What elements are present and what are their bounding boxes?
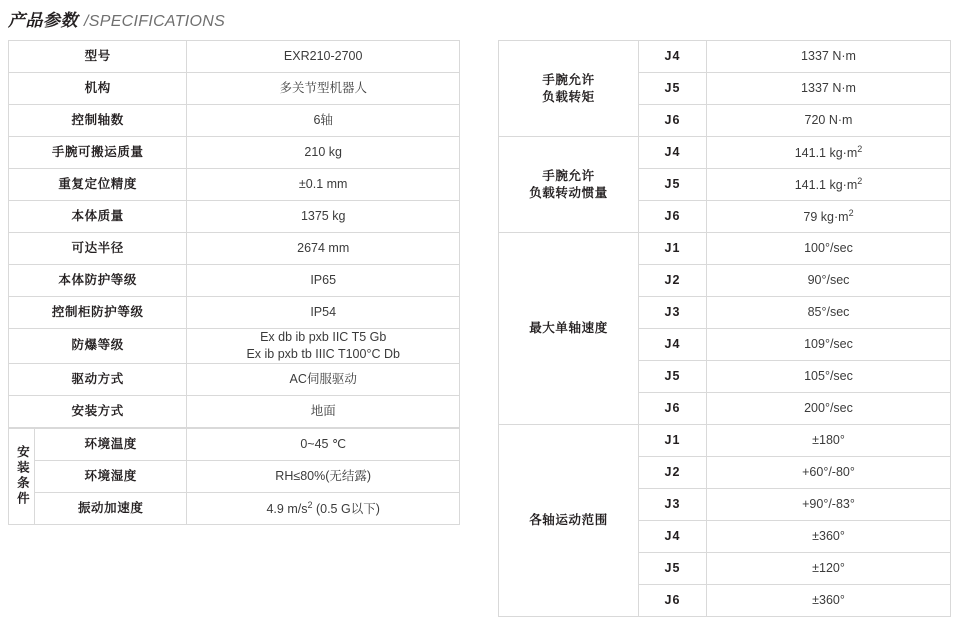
joint-label: J2 bbox=[639, 265, 707, 297]
joint-label: J1 bbox=[639, 425, 707, 457]
row-label: 型号 bbox=[9, 41, 187, 73]
row-value: AC伺服驱动 bbox=[187, 363, 460, 395]
page-header bbox=[0, 6, 959, 40]
joint-label: J6 bbox=[639, 105, 707, 137]
row-label: 机构 bbox=[9, 73, 187, 105]
table-row bbox=[9, 492, 460, 524]
row-label: 驱动方式 bbox=[9, 363, 187, 395]
row-value: 90°/sec bbox=[707, 265, 951, 297]
row-value: IP65 bbox=[187, 265, 460, 297]
row-value: 109°/sec bbox=[707, 329, 951, 361]
vibration-value-prefix: 4.9 m/s bbox=[266, 501, 308, 516]
group-label-motion-range: 各轴运动范围 bbox=[499, 425, 639, 617]
row-value: 6轴 bbox=[187, 105, 460, 137]
row-value: ±360° bbox=[707, 585, 951, 617]
table-row bbox=[9, 233, 460, 265]
row-value bbox=[187, 492, 460, 524]
page-title: 产品参数 bbox=[8, 11, 78, 30]
right-spec-table-wrapper bbox=[498, 40, 951, 617]
table-row bbox=[9, 73, 460, 105]
table-row bbox=[9, 265, 460, 297]
group-label-line-2: 负载转动惯量 bbox=[529, 185, 608, 200]
joint-label: J5 bbox=[639, 73, 707, 105]
row-label: 安装方式 bbox=[9, 395, 187, 427]
left-spec-table bbox=[8, 40, 460, 428]
group-label-wrist-torque bbox=[499, 41, 639, 137]
joint-label: J3 bbox=[639, 297, 707, 329]
row-value: 1375 kg bbox=[187, 201, 460, 233]
install-conditions-vertical-text: 安装条件 bbox=[15, 445, 30, 508]
table-row bbox=[499, 233, 951, 265]
joint-label: J4 bbox=[639, 521, 707, 553]
row-label: 环境温度 bbox=[35, 428, 187, 460]
joint-label: J2 bbox=[639, 457, 707, 489]
row-label: 重复定位精度 bbox=[9, 169, 187, 201]
vibration-value-suffix: (0.5 G以下) bbox=[312, 501, 380, 516]
row-value: ±120° bbox=[707, 553, 951, 585]
joint-label: J3 bbox=[639, 489, 707, 521]
row-label: 本体防护等级 bbox=[9, 265, 187, 297]
row-value: ±0.1 mm bbox=[187, 169, 460, 201]
row-value: 105°/sec bbox=[707, 361, 951, 393]
table-row bbox=[499, 137, 951, 169]
row-label: 控制轴数 bbox=[9, 105, 187, 137]
inertia-value-sup: 2 bbox=[857, 175, 863, 186]
joint-label: J4 bbox=[639, 137, 707, 169]
table-row bbox=[9, 329, 460, 364]
row-label: 振动加速度 bbox=[35, 492, 187, 524]
table-row bbox=[9, 395, 460, 427]
row-value: +60°/-80° bbox=[707, 457, 951, 489]
joint-label: J5 bbox=[639, 553, 707, 585]
group-label-wrist-inertia bbox=[499, 137, 639, 233]
group-label-line-1: 手腕允许 bbox=[542, 168, 595, 183]
table-row bbox=[499, 41, 951, 73]
row-value: 0~45 ℃ bbox=[187, 428, 460, 460]
row-label: 可达半径 bbox=[9, 233, 187, 265]
explosion-rating-line-1: Ex db ib pxb IIC T5 Gb bbox=[260, 330, 387, 344]
row-label: 控制柜防护等级 bbox=[9, 297, 187, 329]
row-value: 1337 N·m bbox=[707, 73, 951, 105]
install-conditions-table bbox=[8, 428, 460, 525]
row-value: 200°/sec bbox=[707, 393, 951, 425]
table-row bbox=[9, 201, 460, 233]
joint-label: J4 bbox=[639, 41, 707, 73]
left-spec-table-wrapper bbox=[8, 40, 460, 525]
row-value: 720 N·m bbox=[707, 105, 951, 137]
joint-label: J6 bbox=[639, 585, 707, 617]
table-row bbox=[9, 363, 460, 395]
table-row bbox=[9, 105, 460, 137]
row-value: 地面 bbox=[187, 395, 460, 427]
row-value: ±360° bbox=[707, 521, 951, 553]
row-value: 85°/sec bbox=[707, 297, 951, 329]
install-conditions-vertical-label bbox=[9, 428, 35, 524]
joint-label: J5 bbox=[639, 169, 707, 201]
joint-label: J6 bbox=[639, 393, 707, 425]
joint-label: J4 bbox=[639, 329, 707, 361]
row-value bbox=[707, 201, 951, 233]
inertia-value-sup: 2 bbox=[848, 207, 854, 218]
row-value: EXR210-2700 bbox=[187, 41, 460, 73]
inertia-value-prefix: 141.1 kg·m bbox=[794, 178, 858, 193]
group-label-max-speed: 最大单轴速度 bbox=[499, 233, 639, 425]
row-value: 210 kg bbox=[187, 137, 460, 169]
vibration-value-sup: 2 bbox=[307, 499, 313, 510]
table-row bbox=[9, 169, 460, 201]
explosion-rating-line-2: Ex ib pxb tb IIIC T100°C Db bbox=[246, 346, 400, 361]
table-row bbox=[9, 297, 460, 329]
row-value bbox=[707, 169, 951, 201]
row-label: 防爆等级 bbox=[9, 329, 187, 364]
row-value: 多关节型机器人 bbox=[187, 73, 460, 105]
page-title-english: /SPECIFICATIONS bbox=[84, 13, 226, 30]
joint-label: J6 bbox=[639, 201, 707, 233]
table-row bbox=[499, 425, 951, 457]
row-value bbox=[707, 137, 951, 169]
row-value: IP54 bbox=[187, 297, 460, 329]
table-row bbox=[9, 460, 460, 492]
inertia-value-prefix: 79 kg·m bbox=[803, 210, 849, 225]
row-label: 环境湿度 bbox=[35, 460, 187, 492]
right-spec-table bbox=[498, 40, 951, 617]
row-value: +90°/-83° bbox=[707, 489, 951, 521]
row-value: ±180° bbox=[707, 425, 951, 457]
inertia-value-prefix: 141.1 kg·m bbox=[794, 146, 858, 161]
row-value bbox=[187, 329, 460, 364]
row-value: 2674 mm bbox=[187, 233, 460, 265]
group-label-line-2: 负载转矩 bbox=[542, 89, 595, 104]
joint-label: J5 bbox=[639, 361, 707, 393]
joint-label: J1 bbox=[639, 233, 707, 265]
group-label-line-1: 手腕允许 bbox=[542, 72, 595, 87]
inertia-value-sup: 2 bbox=[857, 143, 863, 154]
row-value: 100°/sec bbox=[707, 233, 951, 265]
row-value: 1337 N·m bbox=[707, 41, 951, 73]
table-row bbox=[9, 41, 460, 73]
row-label: 手腕可搬运质量 bbox=[9, 137, 187, 169]
row-value: RH≤80%(无结露) bbox=[187, 460, 460, 492]
row-label: 本体质量 bbox=[9, 201, 187, 233]
table-row bbox=[9, 137, 460, 169]
table-row bbox=[9, 428, 460, 460]
